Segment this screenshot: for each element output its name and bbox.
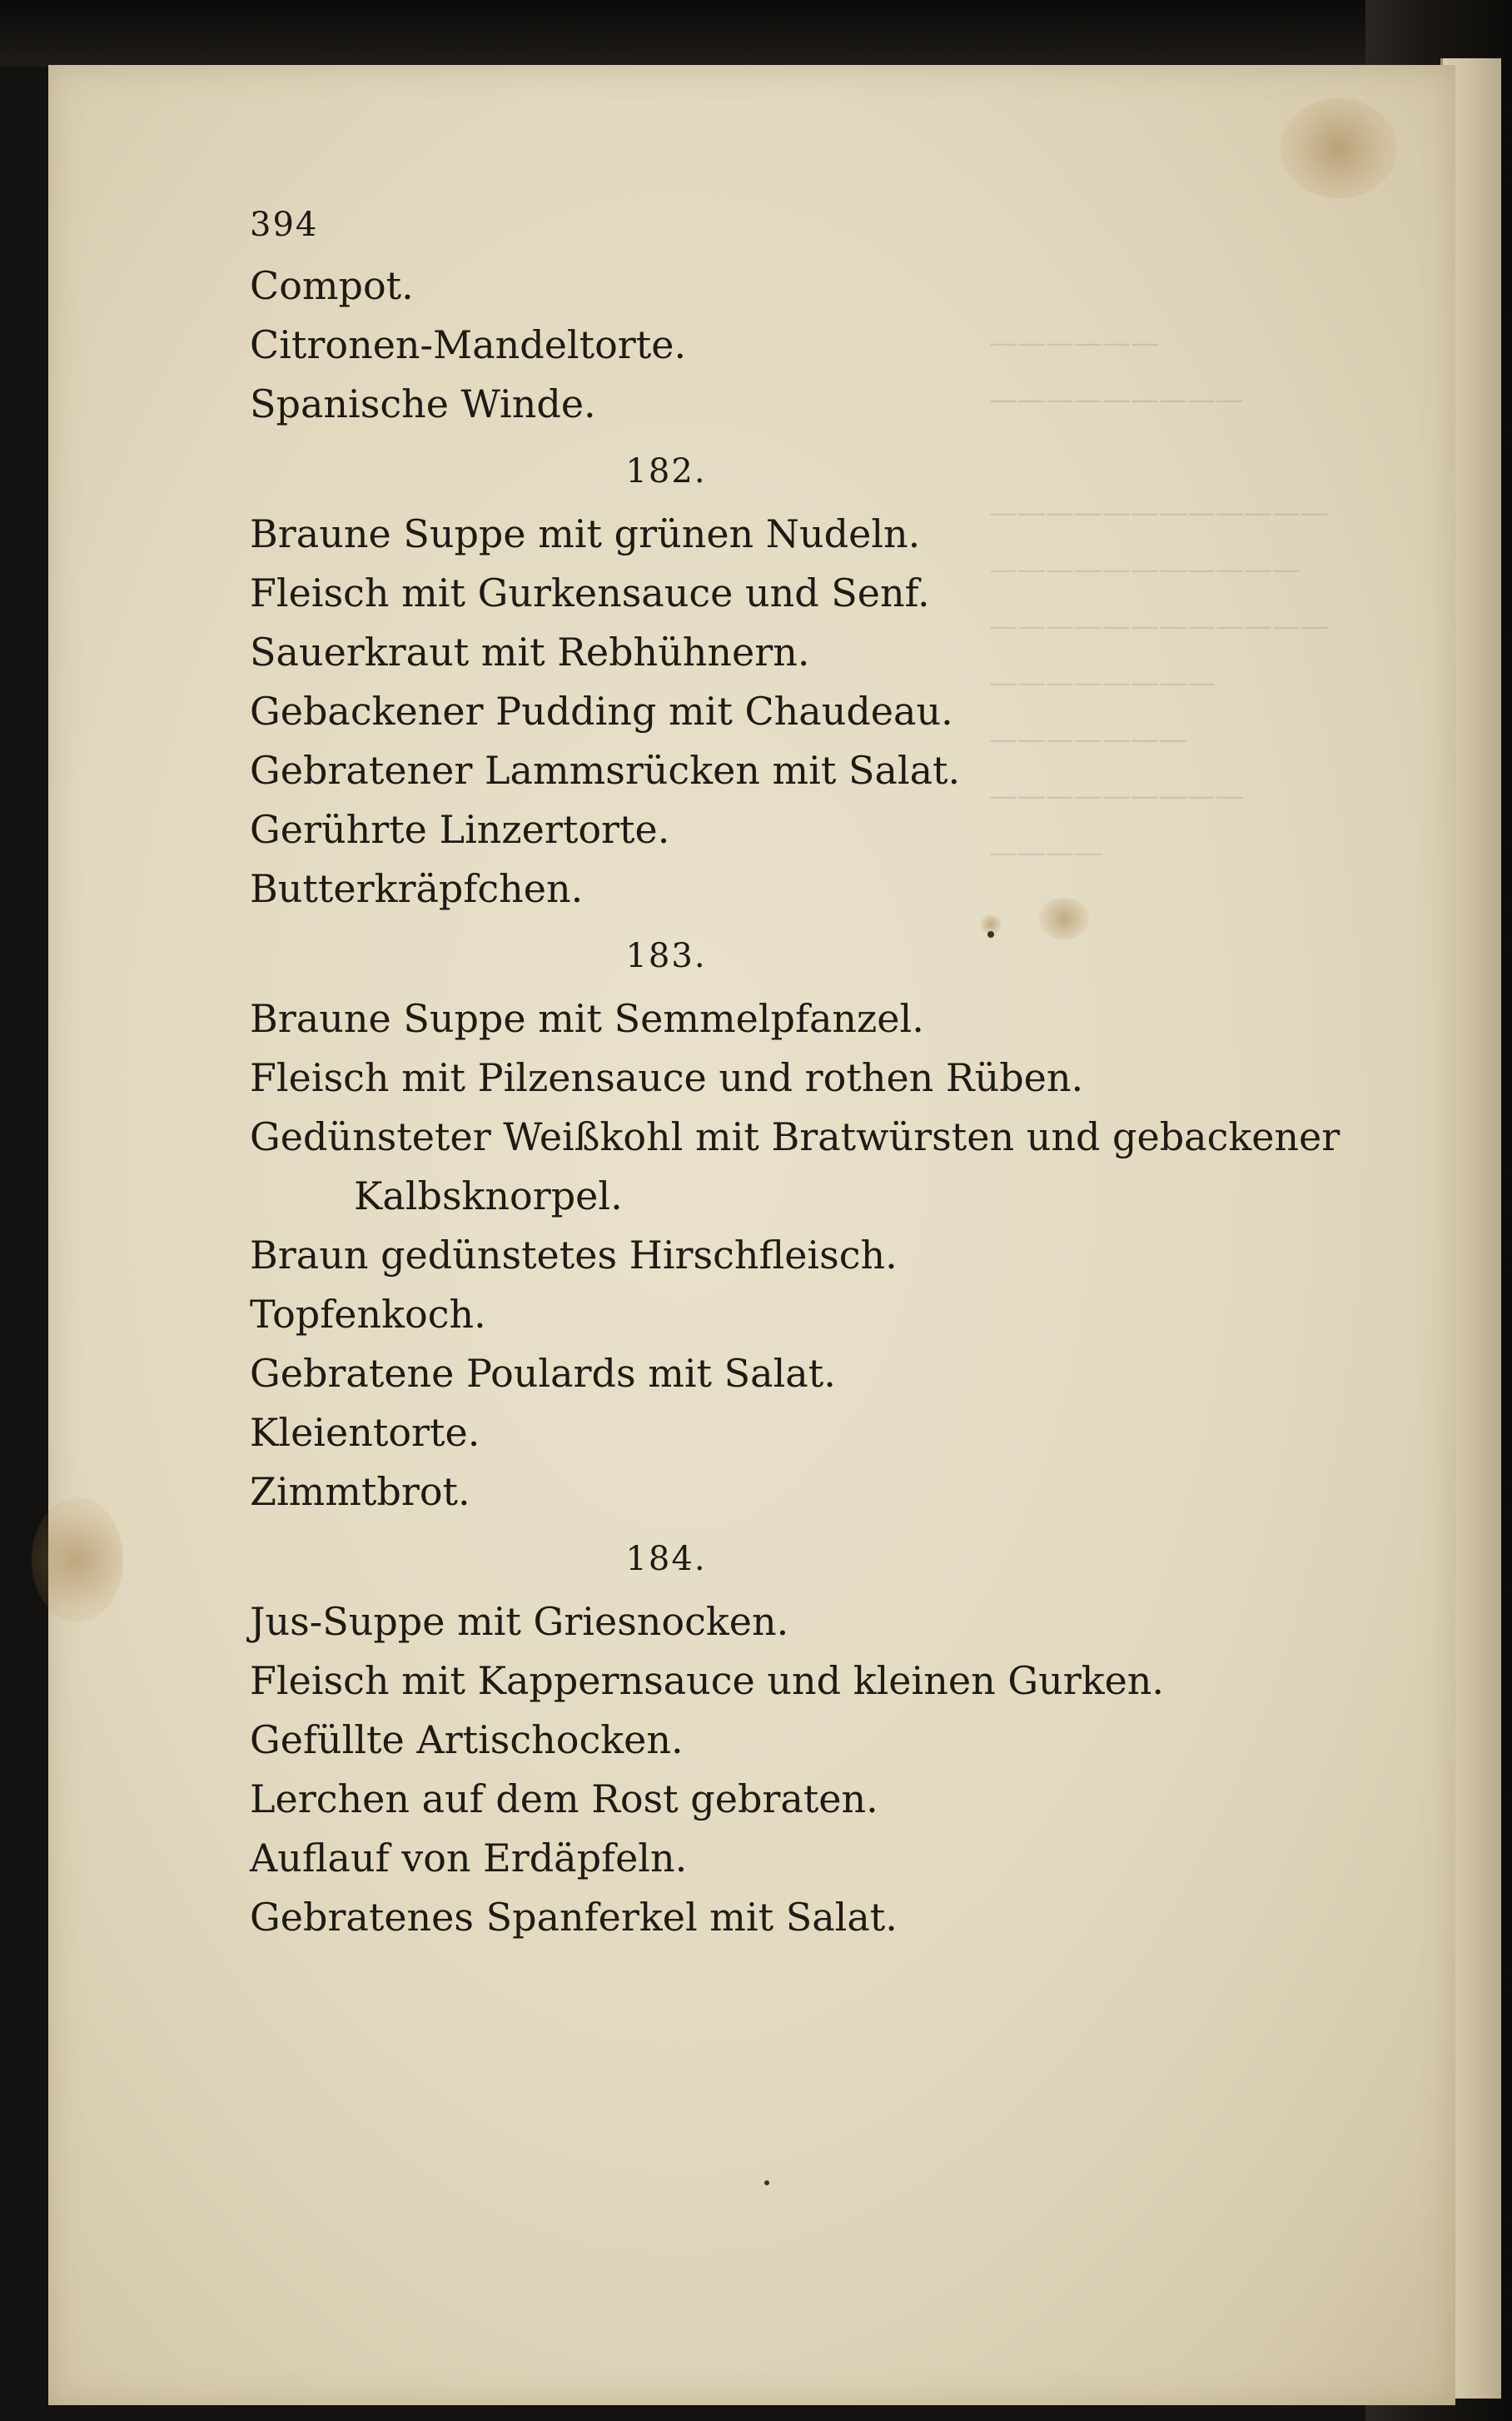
paper-stain xyxy=(1281,98,1397,198)
menu-item: Gerührte Linzertorte. xyxy=(250,807,670,852)
menu-item: Gedünsteter Weißkohl mit Bratwürsten und gebackener xyxy=(250,1114,1340,1159)
ink-speck xyxy=(764,2180,769,2185)
menu-item: Spanische Winde. xyxy=(250,381,596,426)
menu-item: Auflauf von Erdäpfeln. xyxy=(250,1836,688,1881)
menu-number: 183. xyxy=(625,937,707,975)
book-binding-top xyxy=(0,0,1512,67)
menu-item: Braune Suppe mit Semmelpfanzel. xyxy=(250,996,924,1041)
menu-item: Gebackener Pudding mit Chaudeau. xyxy=(250,689,953,734)
menu-item: Sauerkraut mit Rebhühnern. xyxy=(250,630,810,675)
menu-item: Lerchen auf dem Rost gebraten. xyxy=(250,1776,878,1821)
menu-item: Gebratenes Spanferkel mit Salat. xyxy=(250,1895,898,1940)
menu-item: Topfenkoch. xyxy=(250,1292,486,1337)
menu-item: Fleisch mit Kappernsauce und kleinen Gurken. xyxy=(250,1658,1165,1703)
menu-item: Gebratene Poulards mit Salat. xyxy=(250,1351,836,1396)
menu-item: Zimmtbrot. xyxy=(250,1469,470,1514)
page-number: 394 xyxy=(250,206,319,244)
menu-item-continuation: Kalbsknorpel. xyxy=(354,1173,623,1218)
menu-number: 182. xyxy=(625,452,707,491)
menu-item: Compot. xyxy=(250,263,414,308)
paper-stain xyxy=(32,1497,123,1622)
page-text xyxy=(250,200,1365,1947)
menu-item: Fleisch mit Gurkensauce und Senf. xyxy=(250,570,930,615)
show-through-text: —————— ————————— ———————————— ——————————— ———————————— ———————— ——————— ————————— ———— xyxy=(989,326,1329,869)
menu-item: Citronen-Mandeltorte. xyxy=(250,322,687,367)
menu-item: Gefüllte Artischocken. xyxy=(250,1717,684,1762)
menu-item: Butterkräpfchen. xyxy=(250,866,584,911)
menu-item: Gebratener Lammsrücken mit Salat. xyxy=(250,748,961,793)
menu-item: Jus-Suppe mit Griesnocken. xyxy=(250,1599,789,1644)
menu-number: 184. xyxy=(625,1540,707,1578)
menu-item: Fleisch mit Pilzensauce und rothen Rüben. xyxy=(250,1055,1084,1100)
menu-item: Kleientorte. xyxy=(250,1410,480,1455)
menu-item: Braun gedünstetes Hirschfleisch. xyxy=(250,1233,898,1278)
menu-item: Braune Suppe mit grünen Nudeln. xyxy=(250,511,921,556)
